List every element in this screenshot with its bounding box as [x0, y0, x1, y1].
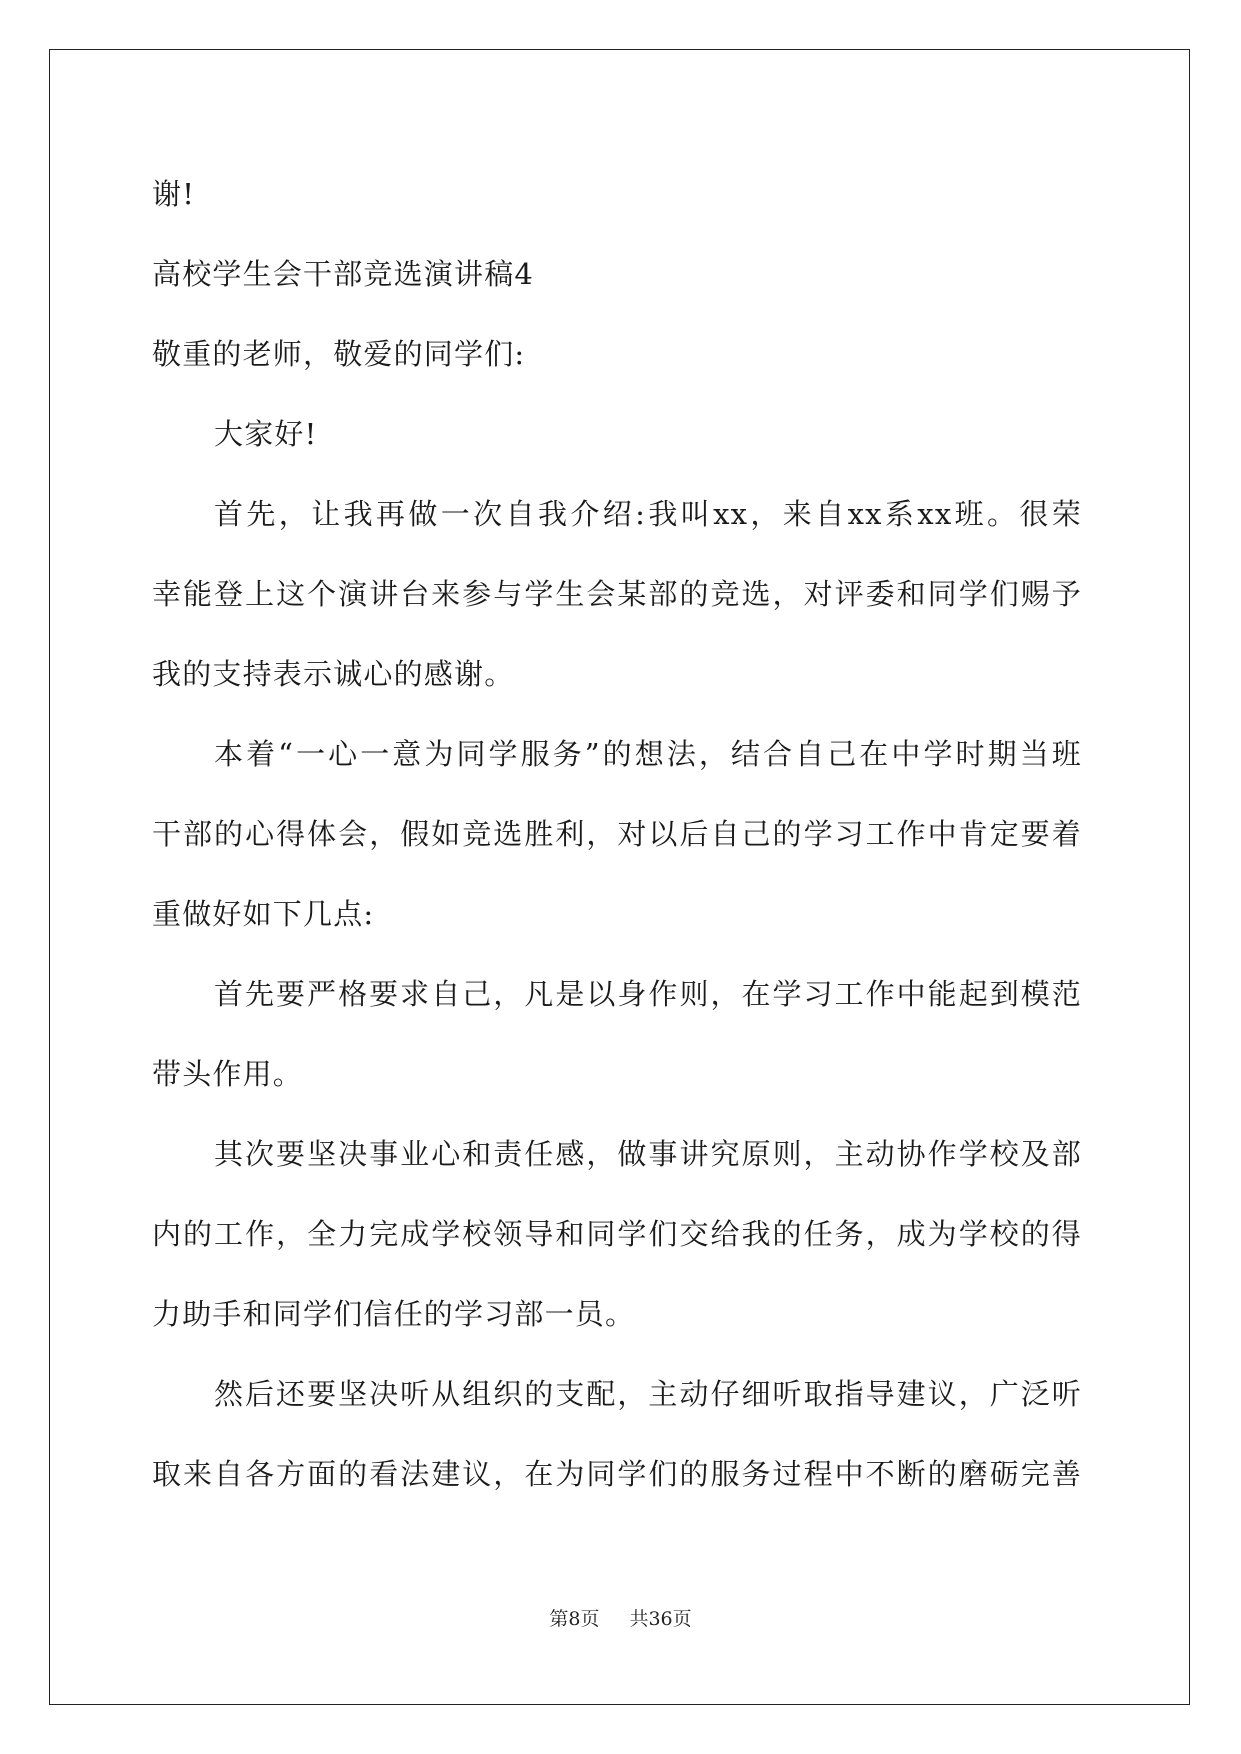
paragraph-1-line-2: 幸能登上这个演讲台来参与学生会某部的竞选，对评委和同学们赐予	[152, 577, 1082, 611]
paragraph-4-line-2: 内的工作，全力完成学校领导和同学们交给我的任务，成为学校的得	[152, 1217, 1082, 1251]
paragraph-2-line-3: 重做好如下几点:	[152, 897, 375, 931]
paragraph-2-line-1: 本着“一心一意为同学服务”的想法，结合自己在中学时期当班	[214, 737, 1082, 771]
text-line-closing: 谢!	[152, 177, 196, 211]
paragraph-2-line-2: 干部的心得体会，假如竞选胜利，对以后自己的学习工作中肯定要着	[152, 817, 1082, 851]
paragraph-1-line-3: 我的支持表示诚心的感谢。	[152, 657, 515, 691]
paragraph-5-line-1: 然后还要坚决听从组织的支配，主动仔细听取指导建议，广泛听	[214, 1377, 1082, 1411]
paragraph-3-line-2: 带头作用。	[152, 1057, 304, 1091]
salutation: 敬重的老师，敬爱的同学们:	[152, 337, 526, 371]
greeting: 大家好!	[214, 417, 318, 451]
document-title: 高校学生会干部竞选演讲稿4	[152, 257, 535, 291]
page-footer	[0, 1606, 1241, 1632]
paragraph-5-line-2: 取来自各方面的看法建议，在为同学们的服务过程中不断的磨砺完善	[152, 1457, 1082, 1491]
paragraph-3-line-1: 首先要严格要求自己，凡是以身作则，在学习工作中能起到模范	[214, 977, 1082, 1011]
paragraph-1-line-1: 首先，让我再做一次自我介绍:我叫xx，来自xx系xx班。很荣	[214, 497, 1082, 531]
page-total: 共36页	[629, 1608, 692, 1630]
page-number: 第8页	[549, 1608, 600, 1630]
paragraph-4-line-3: 力助手和同学们信任的学习部一员。	[152, 1297, 636, 1331]
paragraph-4-line-1: 其次要坚决事业心和责任感，做事讲究原则，主动协作学校及部	[214, 1137, 1082, 1171]
